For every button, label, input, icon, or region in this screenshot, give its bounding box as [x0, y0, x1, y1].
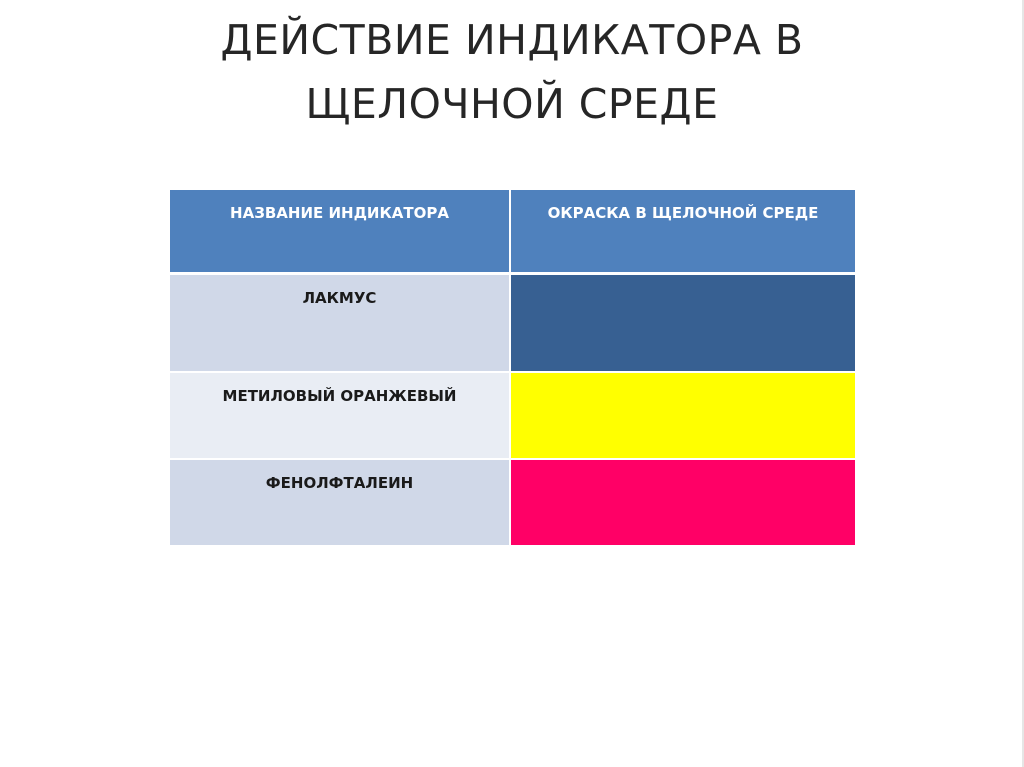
color-swatch-cell [511, 373, 855, 460]
indicator-name-cell: ЛАКМУС [170, 275, 511, 373]
table-row [170, 460, 855, 547]
table-row [170, 373, 855, 460]
header-indicator-name: НАЗВАНИЕ ИНДИКАТОРА [170, 190, 511, 275]
table-row [170, 275, 855, 373]
table-header-row [170, 190, 855, 275]
color-swatch-cell [511, 460, 855, 547]
indicator-table [170, 190, 855, 547]
indicator-name-cell: МЕТИЛОВЫЙ ОРАНЖЕВЫЙ [170, 373, 511, 460]
color-swatch-cell [511, 275, 855, 373]
indicator-name-cell: ФЕНОЛФТАЛЕИН [170, 460, 511, 547]
header-alkaline-color: ОКРАСКА В ЩЕЛОЧНОЙ СРЕДЕ [511, 190, 855, 275]
slide-title: ДЕЙСТВИЕ ИНДИКАТОРА В ЩЕЛОЧНОЙ СРЕДЕ [220, 16, 804, 128]
